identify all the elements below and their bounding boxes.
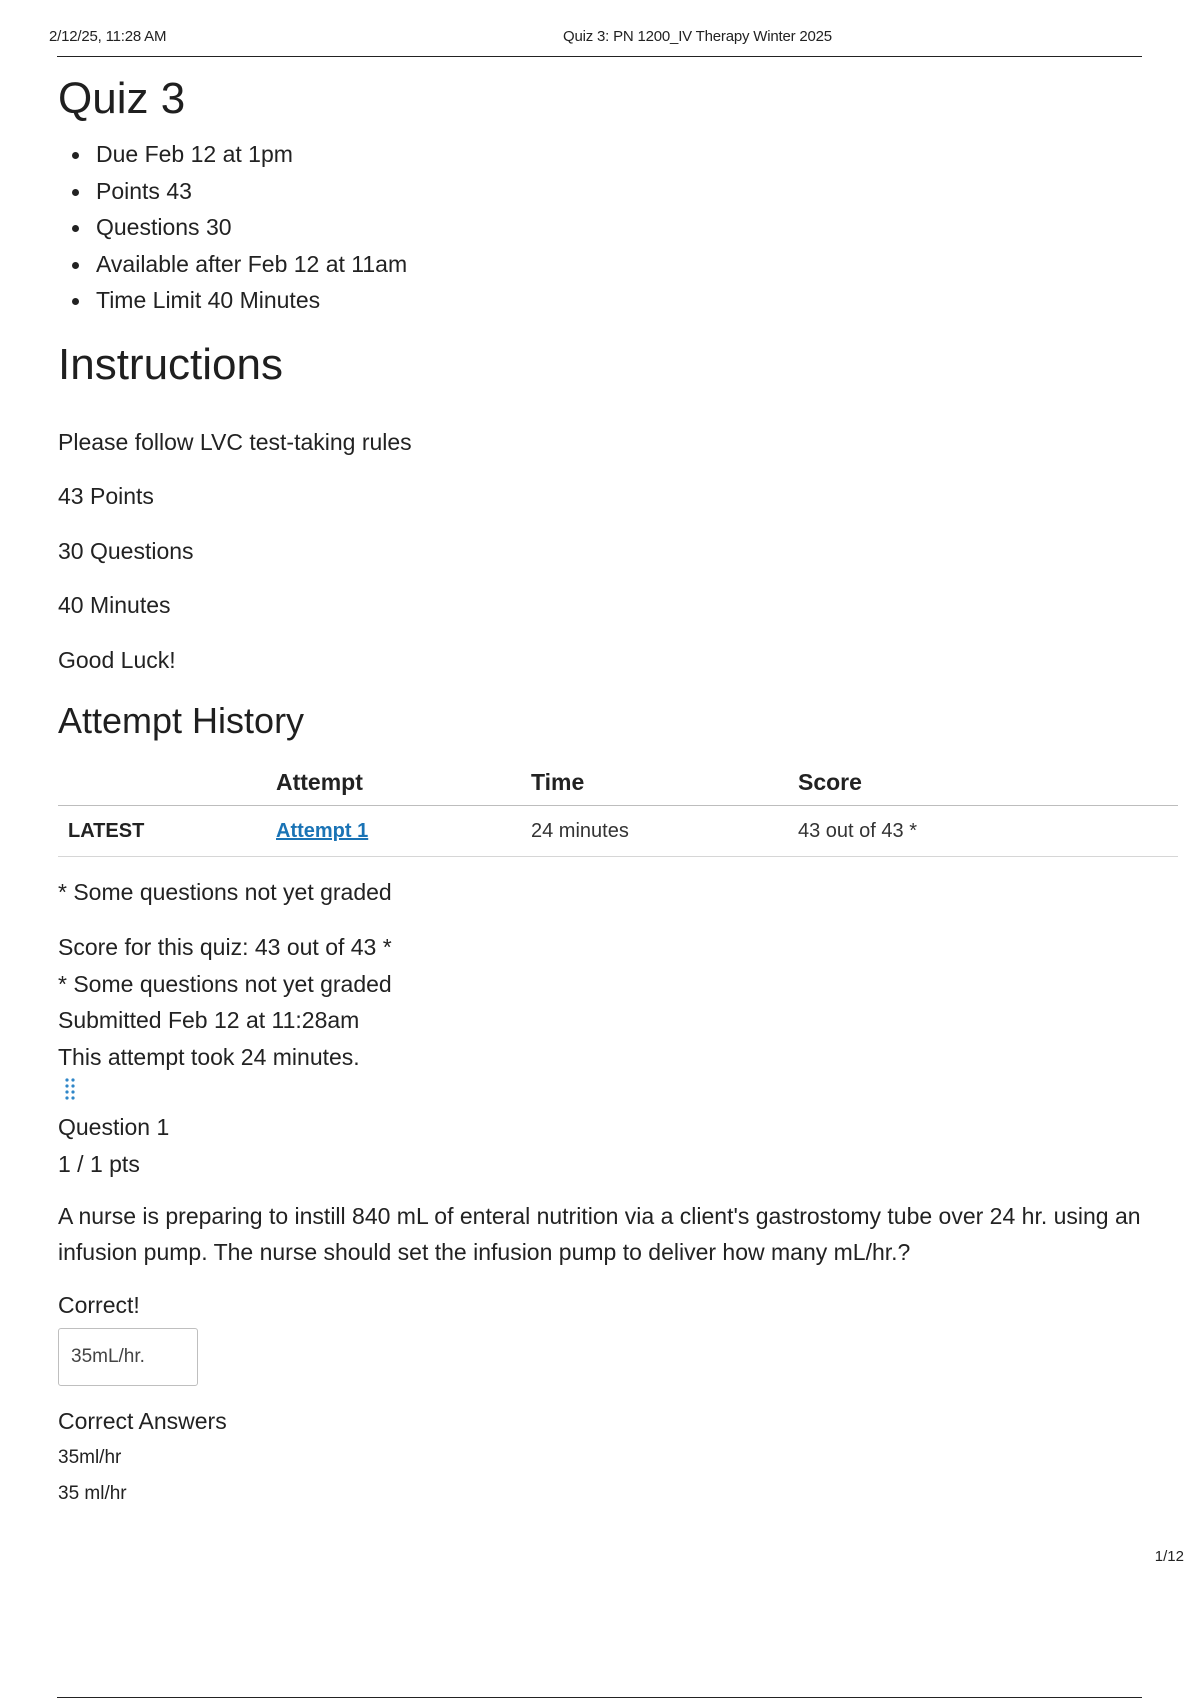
question-label: Question 1 [58,1114,170,1140]
ungraded-note: * Some questions not yet graded [58,879,392,905]
instruction-line: Good Luck! [58,646,176,673]
footer-divider [57,1697,1142,1698]
table-row [58,806,1178,857]
ungraded-note: * Some questions not yet graded [58,970,392,997]
correct-answers-list [58,1440,1178,1512]
quiz-meta-list [58,136,1178,319]
meta-available: Available after Feb 12 at 11am [58,246,1178,283]
score-cell: 43 out of 43 * [798,819,917,842]
instruction-line: 43 Points [58,483,154,509]
attempt-link[interactable]: Attempt 1 [276,819,369,842]
column-header-score: Score [798,769,862,795]
column-header-label [58,769,276,806]
time-cell: 24 minutes [531,819,629,842]
drag-handle-icon[interactable] [64,1077,76,1105]
instructions-heading: Instructions [58,339,283,389]
column-header-time: Time [531,769,585,795]
header-divider [57,56,1142,57]
list-item: 35ml/hr [58,1447,122,1468]
quiz-title: Quiz 3 [58,74,186,123]
column-header-attempt: Attempt [276,769,363,795]
attempt-history-heading: Attempt History [58,700,305,741]
instruction-line: 30 Questions [58,537,194,564]
question-points: 1 / 1 pts [58,1150,140,1177]
correct-answers-label: Correct Answers [58,1408,227,1434]
instructions-body [58,427,1178,676]
print-doc-title: Quiz 3: PN 1200_IV Therapy Winter 2025 [563,28,832,45]
question-header [58,1109,1178,1182]
score-summary [58,929,1178,1075]
meta-questions: Questions 30 [58,209,1178,246]
instruction-line: Please follow LVC test-taking rules [58,428,412,455]
quiz-content [58,70,1178,1512]
page-number: 1/12 [1154,1548,1184,1565]
meta-points: Points 43 [58,173,1178,210]
score-text: Score for this quiz: 43 out of 43 * [58,934,392,960]
instruction-line: 40 Minutes [58,592,171,618]
print-date: 2/12/25, 11:28 AM [49,28,167,45]
question-text: A nurse is preparing to instill 840 mL of enteral nutrition via a client's gastrostomy tube over 24 hr. using an infusion pump. The nurse should set the infusion pump to deliver how many mL/hr.? [58,1203,1141,1265]
list-item: 35 ml/hr [58,1483,127,1504]
table-header-row [58,769,1178,806]
latest-label: LATEST [68,819,145,842]
attempt-history-table [58,769,1178,857]
given-answer-box: 35mL/hr. [58,1328,198,1386]
duration-text: This attempt took 24 minutes. [58,1043,360,1070]
attempt-cell [276,806,531,857]
submitted-text: Submitted Feb 12 at 11:28am [58,1007,360,1033]
meta-time-limit: Time Limit 40 Minutes [58,282,1178,319]
meta-due: Due Feb 12 at 1pm [58,136,1178,173]
result-label: Correct! [58,1292,140,1318]
